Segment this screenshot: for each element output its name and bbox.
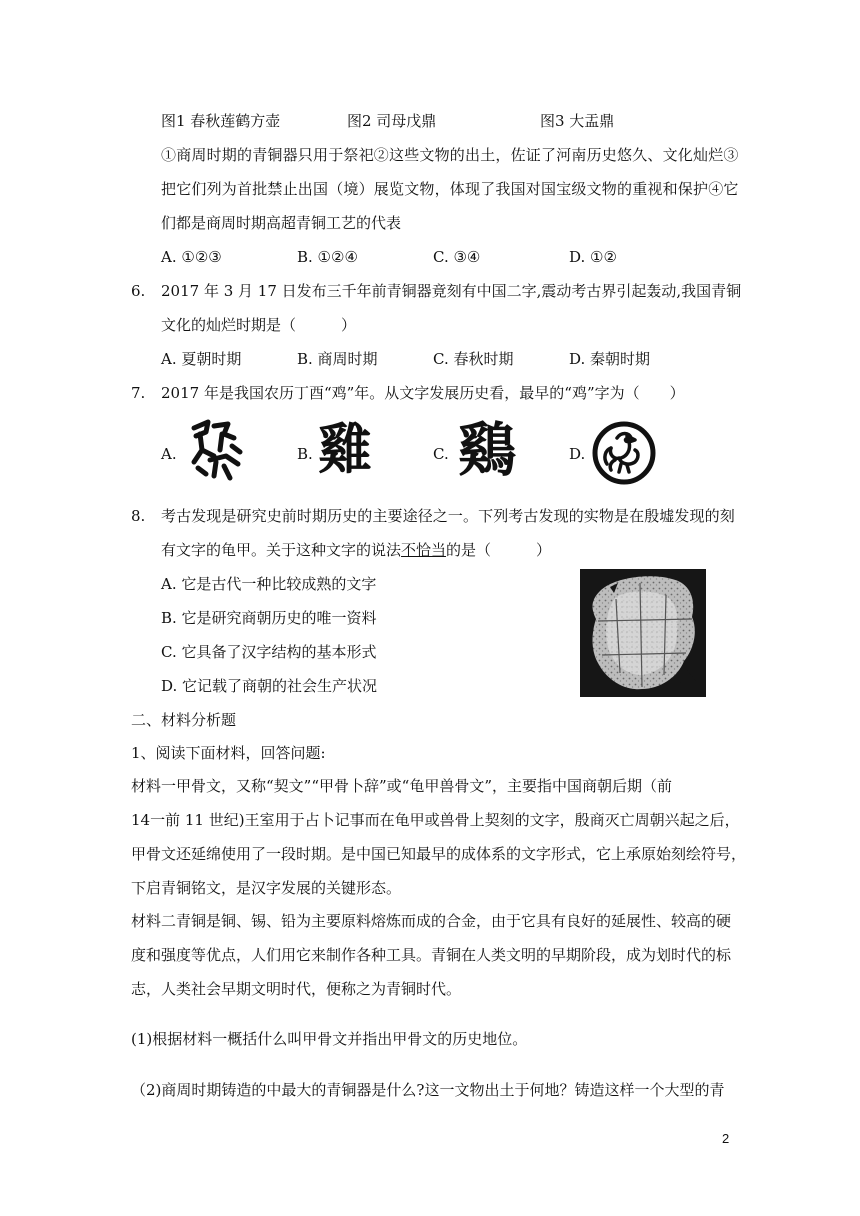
q6-option-c: C. 春秋时期 bbox=[433, 350, 514, 368]
q8-option-b: B. 它是研究商朝历史的唯一资料 bbox=[161, 609, 377, 627]
caption-fig3: 图3 大盂鼎 bbox=[540, 112, 615, 130]
q7-text: 2017 年是我国农历丁酉“鸡”年。从文字发展历史看，最早的“鸡”字为（ ） bbox=[161, 384, 685, 402]
q8-underlined-text: 不恰当 bbox=[401, 541, 447, 559]
q7-number: 7. bbox=[131, 384, 146, 402]
q6-text-line-1: 2017 年 3 月 17 日发布三千年前青铜器竟刻有中国二字,震动考古界引起轰动,我国青铜 bbox=[161, 282, 742, 300]
q8-text-line-1: 考古发现是研究史前时期历史的主要途径之一。下列考古发现的实物是在殷墟发现的刻 bbox=[161, 507, 735, 525]
sub-question-1: (1)根据材料一概括什么叫甲骨文并指出甲骨文的历史地位。 bbox=[131, 1030, 528, 1048]
q5-text-line-1: ①商周时期的青铜器只用于祭祀②这些文物的出土，佐证了河南历史悠久、文化灿烂③ bbox=[161, 146, 739, 164]
material-1-line-4: 下启青铜铭文，是汉字发展的关键形态。 bbox=[131, 879, 402, 897]
traditional-chicken-glyph-b: 雞 bbox=[318, 418, 372, 481]
q7-option-d: D. bbox=[569, 445, 586, 463]
oracle-bone-chicken-glyph bbox=[186, 416, 246, 482]
q5-text-line-3: 们都是商周时期高超青铜工艺的代表 bbox=[161, 214, 402, 232]
page-number: 2 bbox=[722, 1131, 730, 1146]
material-2-line-3: 志，人类社会早期文明时代，便称之为青铜时代。 bbox=[131, 980, 462, 998]
question-1-title: 1、阅读下面材料，回答问题: bbox=[131, 744, 326, 762]
traditional-chicken-glyph-c: 鷄 bbox=[458, 416, 517, 484]
q5-option-d: D. ①② bbox=[569, 248, 617, 266]
material-2-line-2: 度和强度等优点，人们用它来制作各种工具。青铜在人类文明的早期阶段，成为划时代的标 bbox=[131, 946, 732, 964]
q8-number: 8. bbox=[131, 507, 146, 525]
oracle-bone-tortoise-shell-image bbox=[580, 569, 706, 697]
rooster-logo-icon bbox=[591, 420, 657, 486]
material-1-line-1: 材料一甲骨文，又称“契文”“甲骨卜辞”或“龟甲兽骨文”，主要指中国商朝后期（前 bbox=[131, 777, 673, 795]
q8-text-post: 的是（ ） bbox=[446, 541, 552, 559]
material-2-line-1: 材料二青铜是铜、锡、铅为主要原料熔炼而成的合金，由于它具有良好的延展性、较高的硬 bbox=[131, 912, 732, 930]
q5-text-line-2: 把它们列为首批禁止出国（境）展览文物，体现了我国对国宝级文物的重视和保护④它 bbox=[161, 180, 739, 198]
q8-text-pre: 有文字的龟甲。关于这种文字的说法 bbox=[161, 541, 402, 559]
q6-option-d: D. 秦朝时期 bbox=[569, 350, 651, 368]
q6-number: 6. bbox=[131, 282, 146, 300]
q6-text-line-2: 文化的灿烂时期是（ ） bbox=[161, 316, 357, 334]
q6-option-b: B. 商周时期 bbox=[297, 350, 378, 368]
material-1-line-2: 14一前 11 世纪)王室用于占卜记事而在龟甲或兽骨上契刻的文字，殷商灭亡周朝兴起之后， bbox=[131, 811, 740, 829]
q8-text-line-2 bbox=[161, 540, 551, 560]
q7-option-c: C. bbox=[433, 445, 449, 463]
q8-option-a: A. 它是古代一种比较成熟的文字 bbox=[161, 575, 377, 593]
q8-option-c: C. 它具备了汉字结构的基本形式 bbox=[161, 643, 377, 661]
section-heading: 二、材料分析题 bbox=[131, 711, 237, 729]
q8-option-d: D. 它记载了商朝的社会生产状况 bbox=[161, 677, 378, 695]
q5-option-c: C. ③④ bbox=[433, 248, 481, 266]
caption-fig1: 图1 春秋莲鹤方壶 bbox=[161, 112, 281, 130]
q7-option-a: A. bbox=[161, 445, 177, 463]
q5-option-a: A. ①②③ bbox=[161, 248, 222, 266]
caption-fig2: 图2 司母戊鼎 bbox=[347, 112, 437, 130]
q5-option-b: B. ①②④ bbox=[297, 248, 358, 266]
sub-question-2: （2)商周时期铸造的中最大的青铜器是什么?这一文物出土于何地？铸造这样一个大型的青 bbox=[131, 1081, 725, 1099]
material-1-line-3: 甲骨文还延绵使用了一段时期。是中国已知最早的成体系的文字形式，它上承原始刻绘符号， bbox=[131, 845, 747, 863]
q6-option-a: A. 夏朝时期 bbox=[161, 350, 242, 368]
q7-option-b: B. bbox=[297, 445, 313, 463]
